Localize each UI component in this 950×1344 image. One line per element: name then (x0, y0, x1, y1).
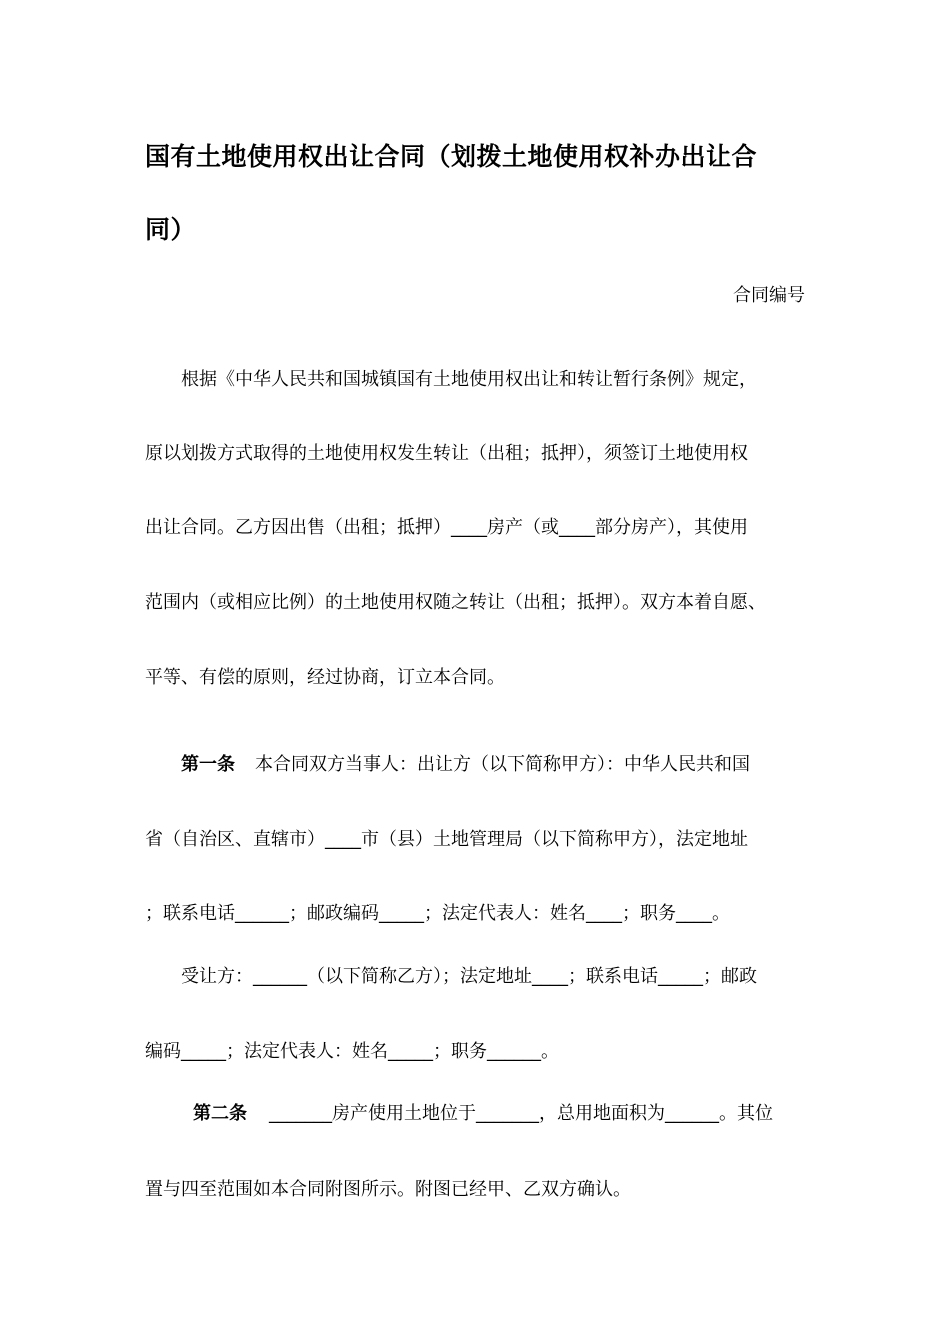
article-1-label: 第一条 (181, 754, 235, 775)
article-2-line-2: 置与四至范围如本合同附图所示。附图已经甲、乙双方确认。 (145, 1179, 631, 1200)
transferee-line-2: 编码_____；法定代表人：姓名_____；职务______。 (145, 1041, 559, 1062)
article-2-label: 第二条 (193, 1103, 247, 1124)
preamble-line-2: 原以划拨方式取得的土地使用权发生转让（出租；抵押），须签订土地使用权 (145, 443, 748, 464)
article-1-line-2: 省（自治区、直辖市）____市（县）土地管理局（以下简称甲方），法定地址 (145, 829, 748, 850)
article-2-text: _______房产使用土地位于_______，总用地面积为______。其位 (269, 1103, 773, 1124)
article-1-line-3: ；联系电话______；邮政编码_____；法定代表人：姓名____；职务____。 (145, 903, 730, 924)
article-2-first-line (193, 1102, 773, 1126)
article-1-first-line (181, 753, 750, 777)
document-title-line-1: 国有土地使用权出让合同（划拨土地使用权补办出让合 (145, 142, 758, 171)
preamble-line-3: 出让合同。乙方因出售（出租；抵押）____房产（或____部分房产），其使用 (145, 517, 748, 538)
article-1-text: 本合同双方当事人：出让方（以下简称甲方）：中华人民共和国 (255, 754, 750, 775)
preamble-line-4: 范围内（或相应比例）的土地使用权随之转让（出租；抵押）。双方本着自愿、 (145, 592, 766, 613)
transferee-line-1: 受让方：______（以下简称乙方）；法定地址____；联系电话_____；邮政 (181, 966, 757, 987)
preamble-line-5: 平等、有偿的原则，经过协商，订立本合同。 (145, 667, 505, 688)
contract-number-label: 合同编号 (733, 285, 805, 306)
document-title-line-2: 同） (145, 215, 197, 244)
preamble-line-1: 根据《中华人民共和国城镇国有土地使用权出让和转让暂行条例》规定， (181, 369, 757, 390)
